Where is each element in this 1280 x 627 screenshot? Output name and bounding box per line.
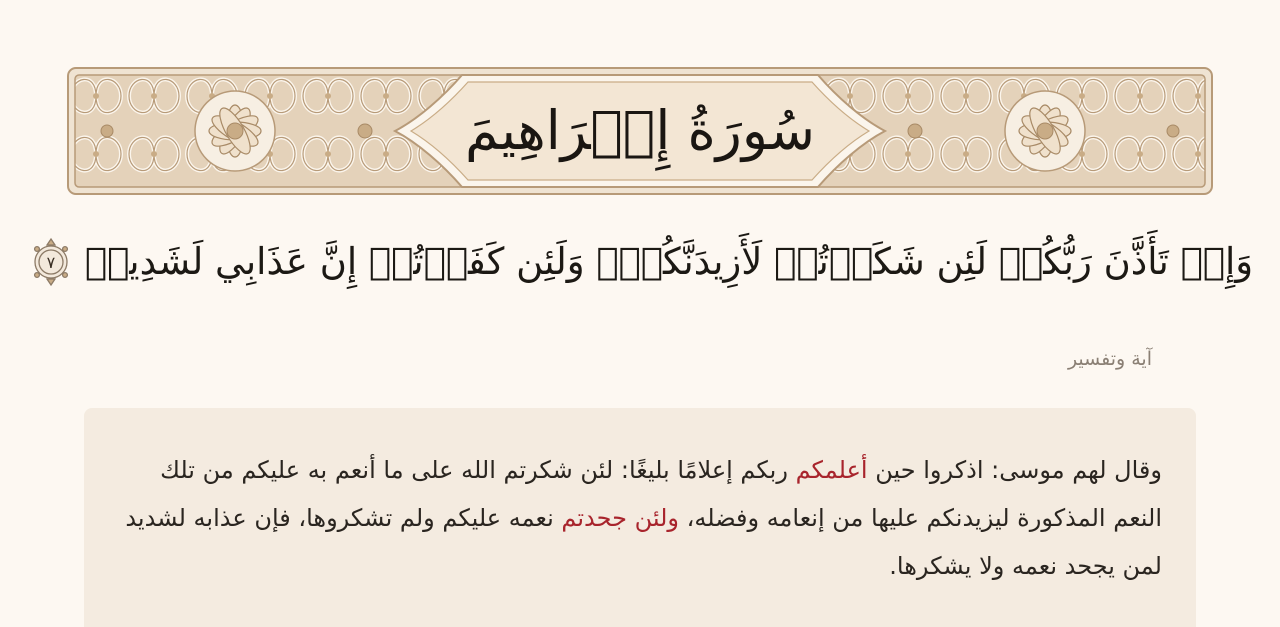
surah-header-banner bbox=[67, 67, 1213, 195]
ayah-number: ٧ bbox=[46, 252, 56, 272]
section-label: آية وتفسير bbox=[1067, 348, 1152, 370]
ayah-row bbox=[46, 222, 1254, 302]
surah-title: سُورَةُ إِبۡرَاهِيمَ bbox=[465, 99, 815, 162]
tafsir-part-2: ربكم إعلامًا بليغًا: لئن شكرتم الله على ما أنعم به عليكم من تلك النعم المذكورة ليزيدنكم عليها من إنعامه وفضله، bbox=[160, 456, 1162, 532]
tafsir-part-1: وقال لهم موسى: اذكروا حين bbox=[867, 456, 1162, 484]
ayah-text[interactable]: وَإِذۡ تَأَذَّنَ رَبُّكُمۡ لَئِن شَكَرۡتُمۡ لَأَزِيدَنَّكُمۡۖ وَلَئِن كَفَرۡتُمۡ إِنَّ عَذَابِي لَشَدِيدٞ bbox=[84, 240, 1254, 284]
tafsir-part-3: نعمه عليكم ولم تشكروها، فإن عذابه لشديد لمن يجحد نعمه ولا يشكرها. bbox=[125, 504, 1162, 580]
tafsir-card bbox=[84, 408, 1196, 627]
tafsir-text[interactable] bbox=[124, 446, 1162, 590]
tafsir-highlight-2[interactable]: ولئن جحدتم bbox=[561, 504, 679, 532]
tafsir-highlight-1[interactable]: أعلمكم bbox=[795, 456, 868, 484]
ayah-number-marker[interactable] bbox=[27, 235, 75, 289]
